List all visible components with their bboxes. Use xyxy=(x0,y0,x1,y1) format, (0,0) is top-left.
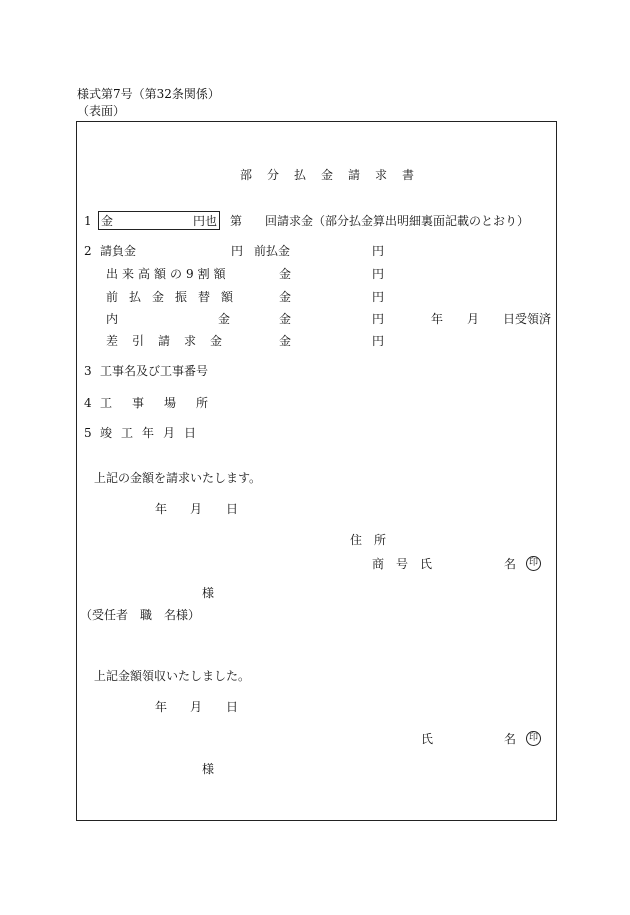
request-statement: 上記の金額を請求いたします。 xyxy=(94,471,262,485)
row-kin-progress: 金 xyxy=(279,267,292,281)
addressee-sama: 様 xyxy=(202,586,215,600)
receipt-day-received-label: 日受領済 xyxy=(503,312,552,326)
request-round-prefix: 第 xyxy=(230,214,243,228)
row-yen-progress: 円 xyxy=(372,267,385,281)
item2-number: 2 xyxy=(84,244,92,258)
contract-yen-label: 円 xyxy=(231,244,244,258)
construction-name-label: 工事名及び工事番号 xyxy=(100,364,209,378)
row-label-inner: 内 xyxy=(106,312,119,326)
row-label-balance: 差引請求金 xyxy=(106,334,237,348)
receipt-month-label: 月 xyxy=(467,312,480,326)
row-kin-transfer: 金 xyxy=(279,290,292,304)
company-name-label: 商号氏 xyxy=(372,557,445,571)
receipt-year-label: 年 xyxy=(431,312,444,326)
completion-date-label: 竣工年月日 xyxy=(100,426,206,440)
request-year-label: 年 xyxy=(155,502,168,516)
item4-number: 4 xyxy=(84,396,92,410)
form-title: 部分払金請求書 xyxy=(240,168,430,182)
receiver-addressee-sama: 様 xyxy=(202,762,215,776)
form-side-label: （表面） xyxy=(77,104,126,118)
delegate-label: （受任者 職 名様） xyxy=(80,608,201,622)
construction-site-label: 工事場所 xyxy=(100,396,229,410)
row-label-transfer: 前払金振替額 xyxy=(106,290,245,304)
amount-yen-label: 円也 xyxy=(193,214,218,228)
advance-yen-label: 円 xyxy=(372,244,385,258)
row-yen-transfer: 円 xyxy=(372,290,385,304)
receipt-sec-year-label: 年 xyxy=(155,700,168,714)
name-label: 名 xyxy=(504,557,517,571)
request-round-text: 回請求金（部分払金算出明細裏面記載のとおり） xyxy=(265,214,530,228)
receiver-shi-label: 氏 xyxy=(421,732,434,746)
item5-number: 5 xyxy=(84,426,92,440)
row-yen-balance: 円 xyxy=(372,334,385,348)
request-day-label: 日 xyxy=(226,502,239,516)
request-month-label: 月 xyxy=(190,502,203,516)
item1-number: 1 xyxy=(84,214,92,228)
address-label: 住所 xyxy=(350,533,399,547)
row-kin-inner: 金 xyxy=(279,312,292,326)
receipt-sec-month-label: 月 xyxy=(190,700,203,714)
row-kin-balance: 金 xyxy=(279,334,292,348)
row-label-inner-kin: 金 xyxy=(218,312,231,326)
receipt-statement: 上記金額領収いたしました。 xyxy=(94,669,251,683)
item3-number: 3 xyxy=(84,364,92,378)
seal-icon: 印 xyxy=(526,556,541,571)
form-number: 様式第7号（第32条関係） xyxy=(77,87,220,101)
advance-payment-label: 前払金 xyxy=(254,244,291,258)
row-label-progress: 出来高額の9割額 xyxy=(106,267,230,281)
receiver-name-label: 名 xyxy=(504,732,517,746)
receipt-sec-day-label: 日 xyxy=(226,700,239,714)
contract-amount-label: 請負金 xyxy=(100,244,137,258)
row-yen-inner: 円 xyxy=(372,312,385,326)
seal-icon: 印 xyxy=(526,731,541,746)
amount-kin-label: 金 xyxy=(101,214,114,228)
